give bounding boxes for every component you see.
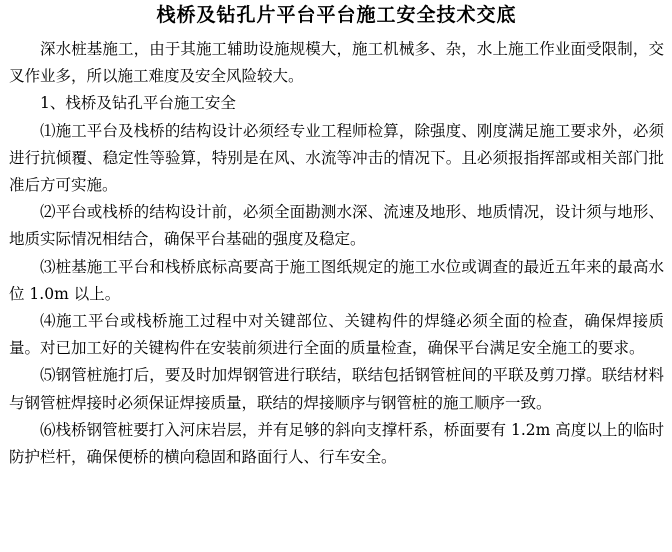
list-item: ⑶桩基施工平台和栈桥底标高要高于施工图纸规定的施工水位或调查的最近五年来的最高水位 1.0m 以上。 xyxy=(9,257,664,303)
list-item: ⑹栈桥钢管桩要打入河床岩层，并有足够的斜向支撑杆系，桥面要有 1.2m 高度以上的临时防护栏杆，确保便桥的横向稳固和路面行人、行车安全。 xyxy=(9,420,664,467)
section-heading: 1、栈桥及钻孔平台施工安全 xyxy=(40,94,236,113)
document-title: 栈桥及钻孔片平台平台施工安全技术交底 xyxy=(156,4,517,26)
intro-paragraph: 深水桩基施工，由于其施工辅助设施规模大，施工机械多、杂，水上施工作业面受限制，交叉作业多，所以施工难度及安全风险较大。 xyxy=(9,40,664,86)
list-item: ⑵平台或栈桥的结构设计前，必须全面勘测水深、流速及地形、地质情况，设计须与地形、地质实际情况相结合，确保平台基础的强度及稳定。 xyxy=(9,203,664,249)
list-item: ⑸钢管桩施打后，要及时加焊钢管进行联结，联结包括钢管桩间的平联及剪刀撑。联结材料与钢管桩焊接时必须保证焊接质量，联结的焊接顺序与钢管桩的施工顺序一致。 xyxy=(9,366,664,412)
list-item: ⑴施工平台及栈桥的结构设计必须经专业工程师检算，除强度、刚度满足施工要求外，必须进行抗倾覆、稳定性等验算，特别是在风、水流等冲击的情况下。且必须报指挥部或相关部门批准后方可实施。 xyxy=(9,121,664,195)
list-item: ⑷施工平台或栈桥施工过程中对关键部位、关键构件的焊缝必须全面的检查，确保焊接质量。对已加工好的关键构件在安装前须进行全面的质量检查，确保平台满足安全施工的要求。 xyxy=(9,312,664,358)
